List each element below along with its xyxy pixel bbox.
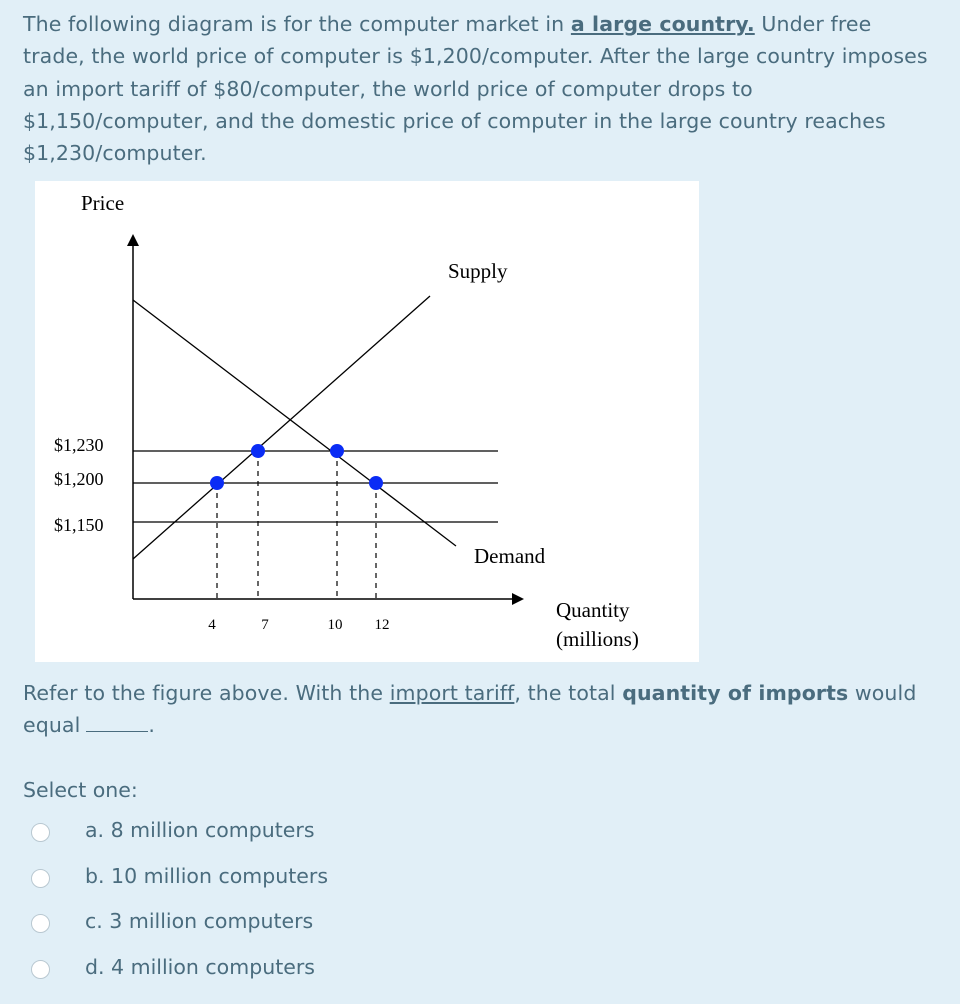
point-q12-p1200: [369, 476, 383, 490]
y-axis-label: Price: [81, 191, 125, 215]
radio-option-a[interactable]: [31, 823, 50, 842]
demand-curve: [133, 300, 456, 546]
x-axis-label-line2: (millions): [556, 627, 639, 651]
radio-option-d[interactable]: [31, 960, 50, 979]
market-chart-svg: [35, 181, 699, 662]
question-emphasis: a large country.: [570, 12, 755, 36]
price-label-1230: $1,230: [54, 435, 104, 455]
option-b-label[interactable]: b. 10 million computers: [85, 863, 328, 888]
supply-label: Supply: [448, 259, 508, 283]
option-d-label[interactable]: d. 4 million computers: [85, 954, 315, 979]
answer-blank: [86, 711, 148, 732]
prompt-end: .: [148, 713, 156, 738]
x-axis-arrow: [512, 593, 524, 605]
option-c-label[interactable]: c. 3 million computers: [85, 909, 314, 933]
point-q10-p1230: [330, 444, 344, 458]
tick-label-7: 7: [261, 617, 269, 633]
radio-option-c[interactable]: [31, 914, 50, 933]
tick-label-10: 10: [327, 617, 343, 633]
select-one-label: Select one:: [23, 778, 138, 802]
question-text: [23, 8, 933, 169]
prompt-part2: , the total: [514, 681, 623, 705]
point-q7-p1230: [251, 444, 265, 458]
price-label-1200: $1,200: [54, 469, 104, 489]
option-a-label[interactable]: a. 8 million computers: [85, 818, 315, 842]
prompt-part3: would equal: [23, 681, 917, 738]
prompt-bold: quantity of imports: [622, 681, 849, 705]
y-axis-arrow: [127, 234, 139, 246]
price-label-1150: $1,150: [54, 515, 104, 535]
demand-label: Demand: [474, 544, 546, 568]
prompt-underlined: import tariff: [389, 681, 515, 705]
x-axis-label-line1: Quantity: [556, 598, 630, 622]
question-rest: Under free trade, the world price of computer is $1,200/computer. After the large country imposes an import tariff of $80/computer, the world price of computer drops to $1,150/computer, and the domestic price of computer in the large country reaches $1,230/computer.: [23, 12, 928, 166]
tick-label-12: 12: [374, 617, 390, 633]
radio-option-b[interactable]: [31, 869, 50, 888]
point-q4-p1200: [210, 476, 224, 490]
question-intro: The following diagram is for the computer market in: [23, 12, 571, 36]
tick-label-4: 4: [208, 617, 216, 633]
supply-curve: [133, 296, 430, 559]
market-diagram: [35, 181, 699, 662]
prompt-part1: Refer to the figure above. With the: [23, 681, 390, 705]
prompt-text: [23, 677, 938, 742]
